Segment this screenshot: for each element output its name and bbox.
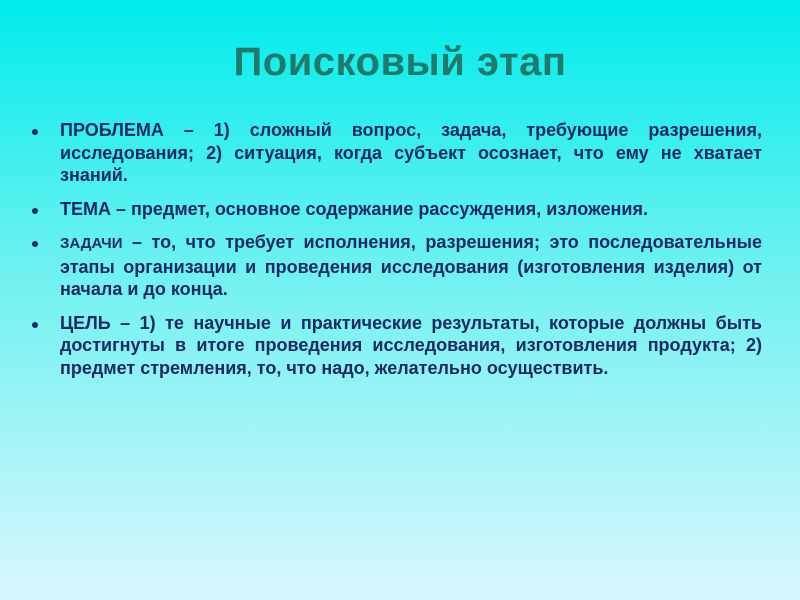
item-definition: – то, что требует исполнения, разрешения; это последовательные этапы организации и проведения исследования (изготовления изделия) от начала и до конца.: [60, 232, 762, 299]
list-item-topic: [30, 198, 762, 221]
item-text: [60, 312, 762, 380]
item-text: [60, 231, 762, 301]
item-term: ПРОБЛЕМА: [60, 120, 164, 140]
item-term: ТЕМА: [60, 198, 111, 219]
item-definition: – 1) те научные и практические результаты, которые должны быть достигнуты в итоге проведения исследования, изготовления продукта; 2) предмет стремления, то, что надо, желательно осуществить.: [60, 312, 762, 378]
bullet-icon: [32, 208, 38, 214]
list-item-tasks: [30, 231, 762, 301]
list-item-goal: [30, 312, 762, 380]
item-definition: – 1) сложный вопрос, задача, требующие разрешения, исследования; 2) ситуация, когда субъект осознает, что ему не хватает знаний.: [60, 120, 762, 185]
bullet-icon: [32, 322, 38, 328]
bullet-icon: [32, 241, 38, 247]
item-term: ЦЕЛЬ: [60, 312, 111, 333]
bullet-icon: [32, 129, 38, 135]
slide-title: Поисковый этап: [233, 40, 567, 84]
item-term: ЗАДАЧИ: [60, 235, 123, 252]
item-text: [60, 198, 762, 221]
definition-list: [30, 119, 762, 390]
item-definition: – предмет, основное содержание рассуждения, изложения.: [111, 198, 648, 219]
item-text: [60, 119, 762, 187]
list-item-problem: [30, 119, 762, 187]
